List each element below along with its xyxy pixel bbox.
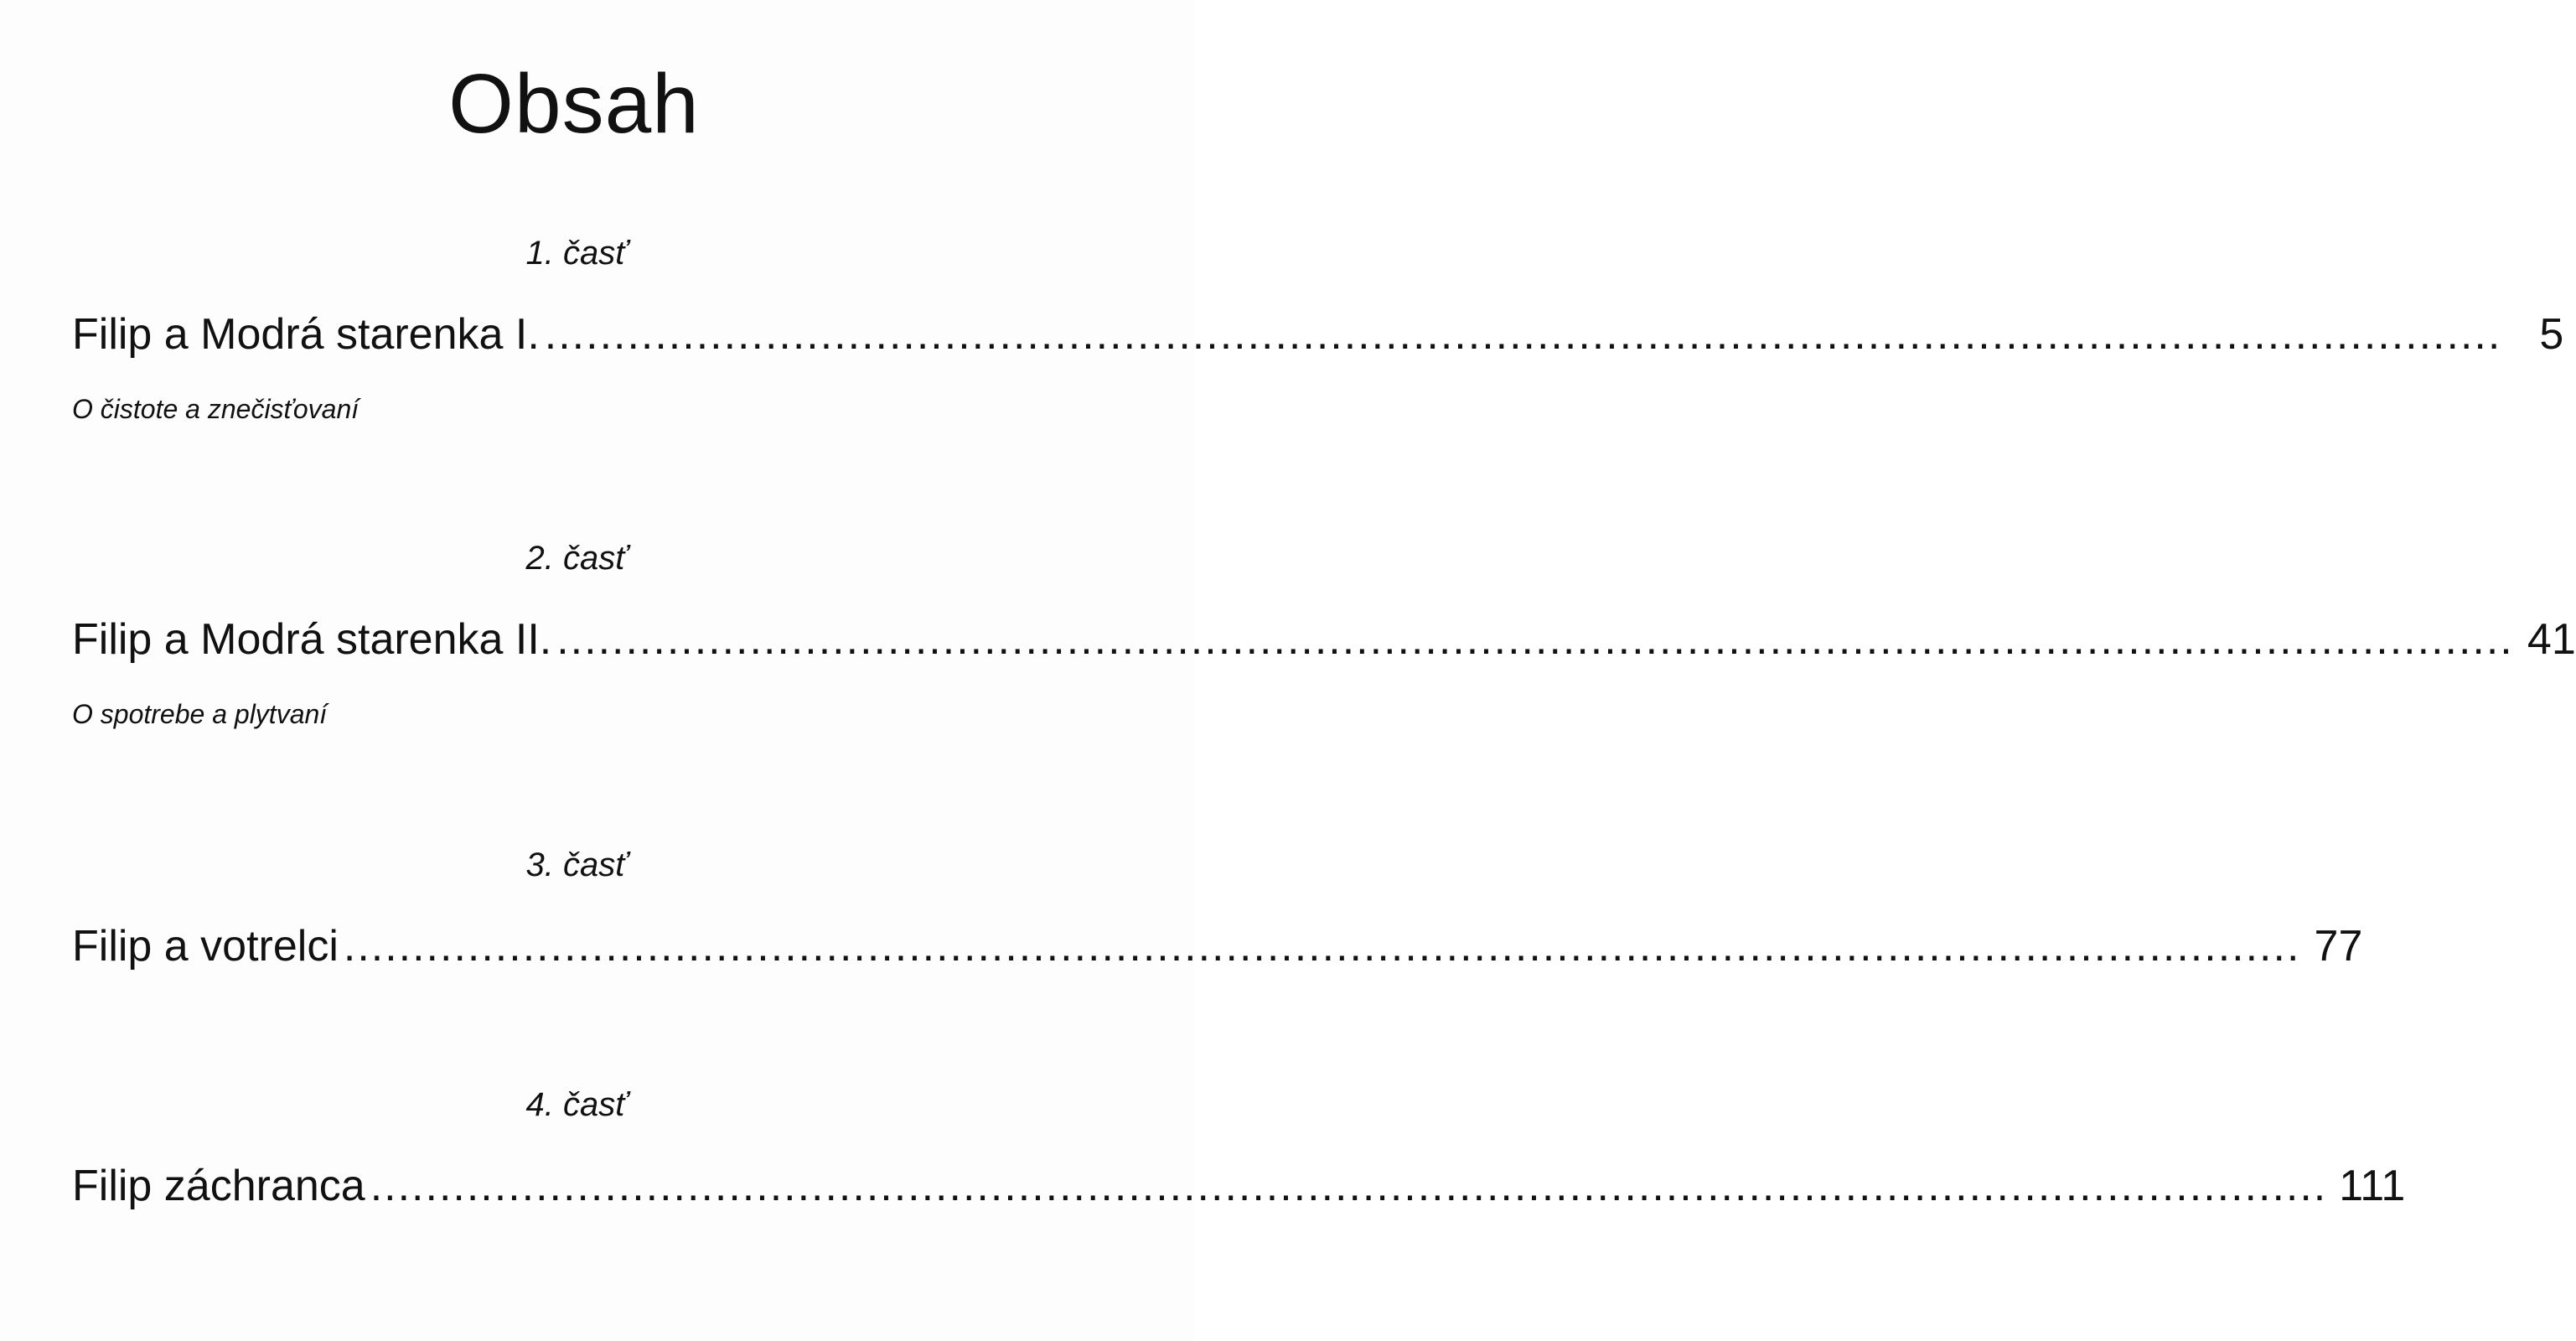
toc-page-number: 111 xyxy=(2339,1162,2406,1210)
toc-entry-subtitle-2: O spotrebe a plytvaní xyxy=(72,699,328,729)
toc-entry-1[interactable] xyxy=(72,307,2564,362)
toc-page-number: 5 xyxy=(2539,310,2564,359)
toc-entry-title: Filip a Modrá starenka II. xyxy=(72,615,552,664)
part-label-3: 3. časť xyxy=(525,847,628,883)
toc-entry-subtitle-1: O čistote a znečisťovaní xyxy=(72,394,360,424)
toc-page-number: 77 xyxy=(2314,922,2363,971)
toc-page-number: 41 xyxy=(2527,615,2576,664)
toc-entry-3[interactable] xyxy=(72,919,2363,974)
toc-entry-title: Filip a votrelci xyxy=(72,922,339,971)
part-label-4: 4. časť xyxy=(525,1086,628,1123)
part-label-2: 2. časť xyxy=(525,540,628,577)
dot-leader: .............................................................................................................................................. xyxy=(544,310,2502,359)
toc-entry-4[interactable] xyxy=(72,1158,2406,1214)
part-label-1: 1. časť xyxy=(525,235,628,272)
dot-leader: .............................................................................................................................................. xyxy=(343,922,2301,971)
page-title: Obsah xyxy=(448,57,700,151)
toc-entry-2[interactable] xyxy=(72,612,2576,667)
dot-leader: .............................................................................................................................................. xyxy=(556,615,2514,664)
toc-entry-title: Filip záchranca xyxy=(72,1162,365,1210)
toc-entry-title: Filip a Modrá starenka I. xyxy=(72,310,540,359)
dot-leader: .............................................................................................................................................. xyxy=(370,1162,2328,1210)
